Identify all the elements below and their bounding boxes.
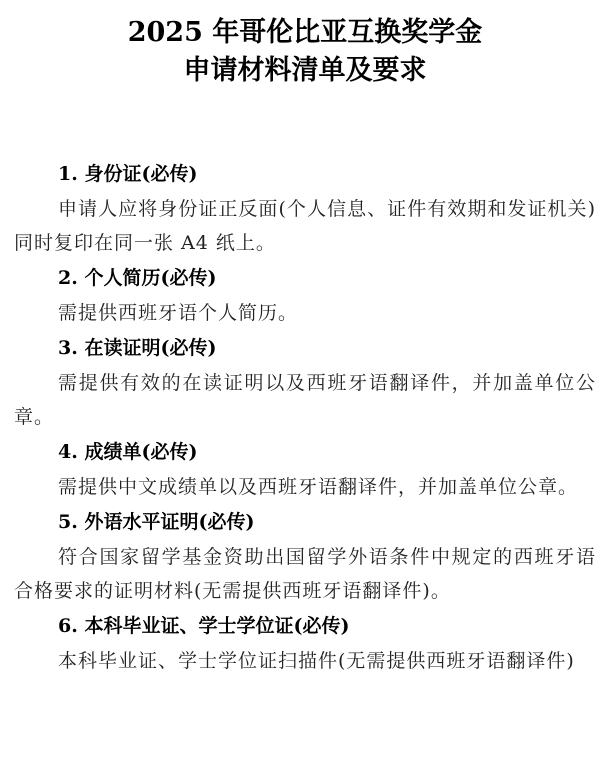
- item-heading: 1. 身份证(必传): [58, 163, 198, 185]
- list-item: [14, 434, 596, 504]
- item-heading: 3. 在读证明(必传): [58, 337, 217, 359]
- document-title-line-2: 申请材料清单及要求: [183, 55, 427, 86]
- item-heading: 5. 外语水平证明(必传): [58, 511, 255, 533]
- item-heading: 2. 个人简历(必传): [58, 267, 217, 289]
- list-item: [14, 330, 596, 434]
- item-body: 需提供中文成绩单以及西班牙语翻译件，并加盖单位公章。: [58, 476, 579, 498]
- item-heading: 6. 本科毕业证、学士学位证(必传): [58, 615, 350, 637]
- item-heading: 4. 成绩单(必传): [58, 441, 198, 463]
- item-body: 需提供有效的在读证明以及西班牙语翻译件，并加盖单位公章。: [14, 372, 596, 428]
- item-body: 需提供西班牙语个人简历。: [58, 302, 299, 324]
- item-body: 符合国家留学基金资助出国留学外语条件中规定的西班牙语合格要求的证明材料(无需提供西班牙语翻译件)。: [14, 546, 596, 602]
- item-body: 本科毕业证、学士学位证扫描件(无需提供西班牙语翻译件): [58, 650, 575, 672]
- item-body: 申请人应将身份证正反面(个人信息、证件有效期和发证机关)同时复印在同一张 A4 纸上。: [14, 198, 596, 254]
- materials-list: [14, 156, 596, 678]
- list-item: [14, 156, 596, 260]
- list-item: [14, 504, 596, 608]
- document-title-line-1: 2025 年哥伦比亚互换奖学金: [127, 17, 483, 48]
- list-item: [14, 260, 596, 330]
- list-item: [14, 608, 596, 678]
